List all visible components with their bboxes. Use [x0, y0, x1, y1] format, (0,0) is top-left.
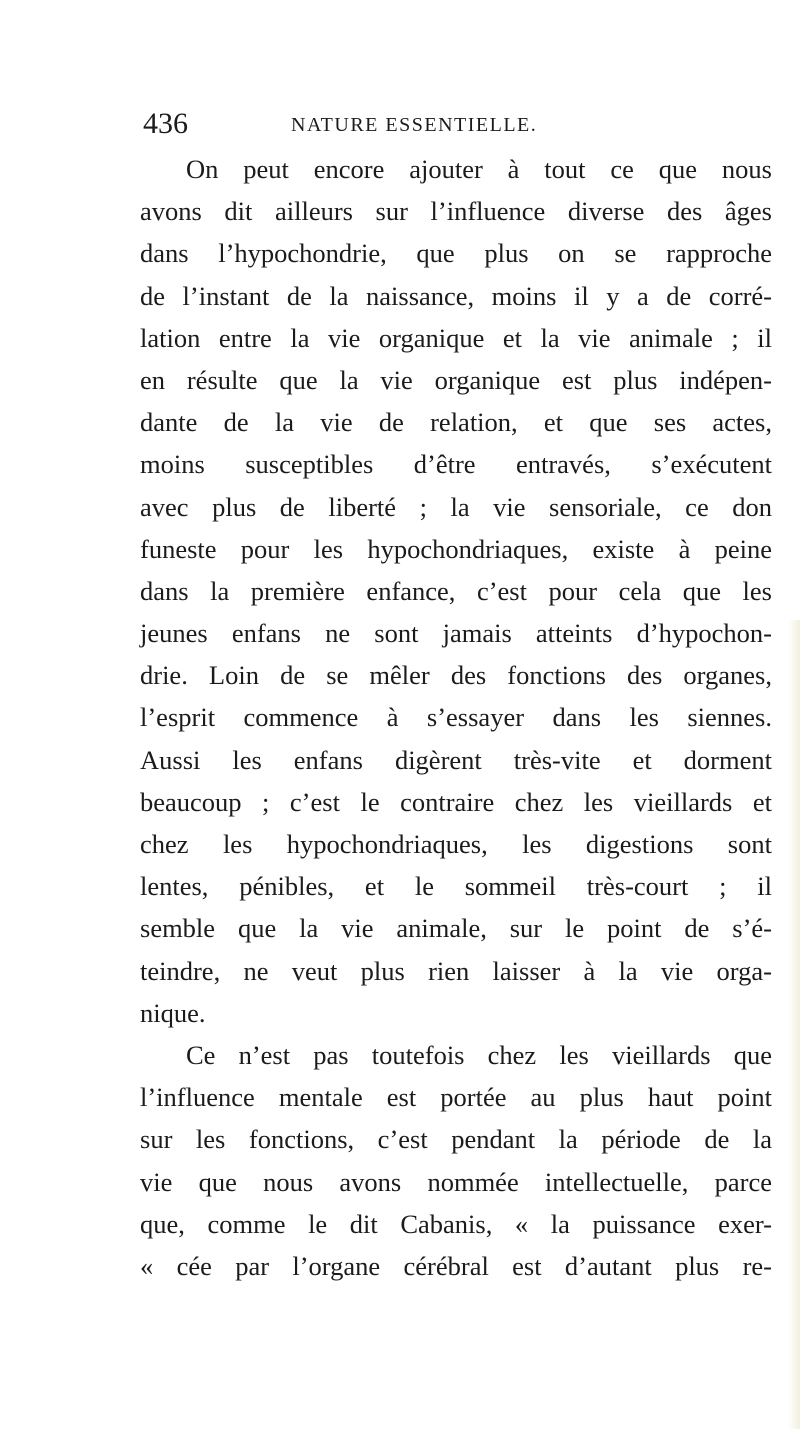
text-line: lentes, pénibles, et le sommeil très-court ; il: [140, 871, 772, 902]
page-header: [143, 101, 783, 147]
text-line: dante de la vie de relation, et que ses actes,: [140, 407, 772, 438]
text-line: semble que la vie animale, sur le point de s’é-: [140, 913, 772, 944]
text-line: Ce n’est pas toutefois chez les vieillards que: [186, 1039, 772, 1070]
text-line: l’esprit commence à s’essayer dans les siennes.: [140, 702, 772, 733]
text-line: beaucoup ; c’est le contraire chez les vieillards et: [140, 786, 772, 817]
text-line: nique.: [140, 997, 206, 1028]
text-line: de l’instant de la naissance, moins il y a de corré-: [140, 280, 772, 311]
text-line: funeste pour les hypochondriaques, existe à peine: [140, 533, 772, 564]
text-line: en résulte que la vie organique est plus indépen-: [140, 364, 772, 395]
text-line: dans la première enfance, c’est pour cela que les: [140, 575, 772, 606]
text-line: vie que nous avons nommée intellectuelle, parce: [140, 1166, 772, 1197]
text-line: l’influence mentale est portée au plus haut point: [140, 1082, 772, 1113]
text-line: lation entre la vie organique et la vie animale ; il: [140, 322, 772, 353]
body-text: [140, 148, 772, 1287]
text-line: jeunes enfans ne sont jamais atteints d’hypochon-: [140, 618, 772, 649]
text-line: On peut encore ajouter à tout ce que nous: [186, 154, 772, 184]
text-line: teindre, ne veut plus rien laisser à la vie orga-: [140, 955, 772, 986]
text-line: sur les fonctions, c’est pendant la période de la: [140, 1124, 772, 1155]
text-line: avec plus de liberté ; la vie sensoriale, ce don: [140, 491, 772, 522]
page-number: 436: [143, 107, 188, 140]
text-line: Aussi les enfans digèrent très-vite et dorment: [140, 744, 772, 775]
text-line: avons dit ailleurs sur l’influence diverse des âges: [140, 196, 772, 227]
text-line: « cée par l’organe cérébral est d’autant plus re-: [140, 1250, 772, 1281]
text-line: chez les hypochondriaques, les digestions sont: [140, 829, 772, 859]
text-line: que, comme le dit Cabanis, « la puissance exer-: [140, 1208, 772, 1239]
page-edge-shadow: [788, 620, 800, 1429]
running-head: NATURE ESSENTIELLE.: [291, 114, 538, 136]
text-line: drie. Loin de se mêler des fonctions des organes,: [140, 660, 772, 691]
text-line: dans l’hypochondrie, que plus on se rapproche: [140, 238, 772, 269]
text-line: moins susceptibles d’être entravés, s’exécutent: [140, 449, 772, 480]
